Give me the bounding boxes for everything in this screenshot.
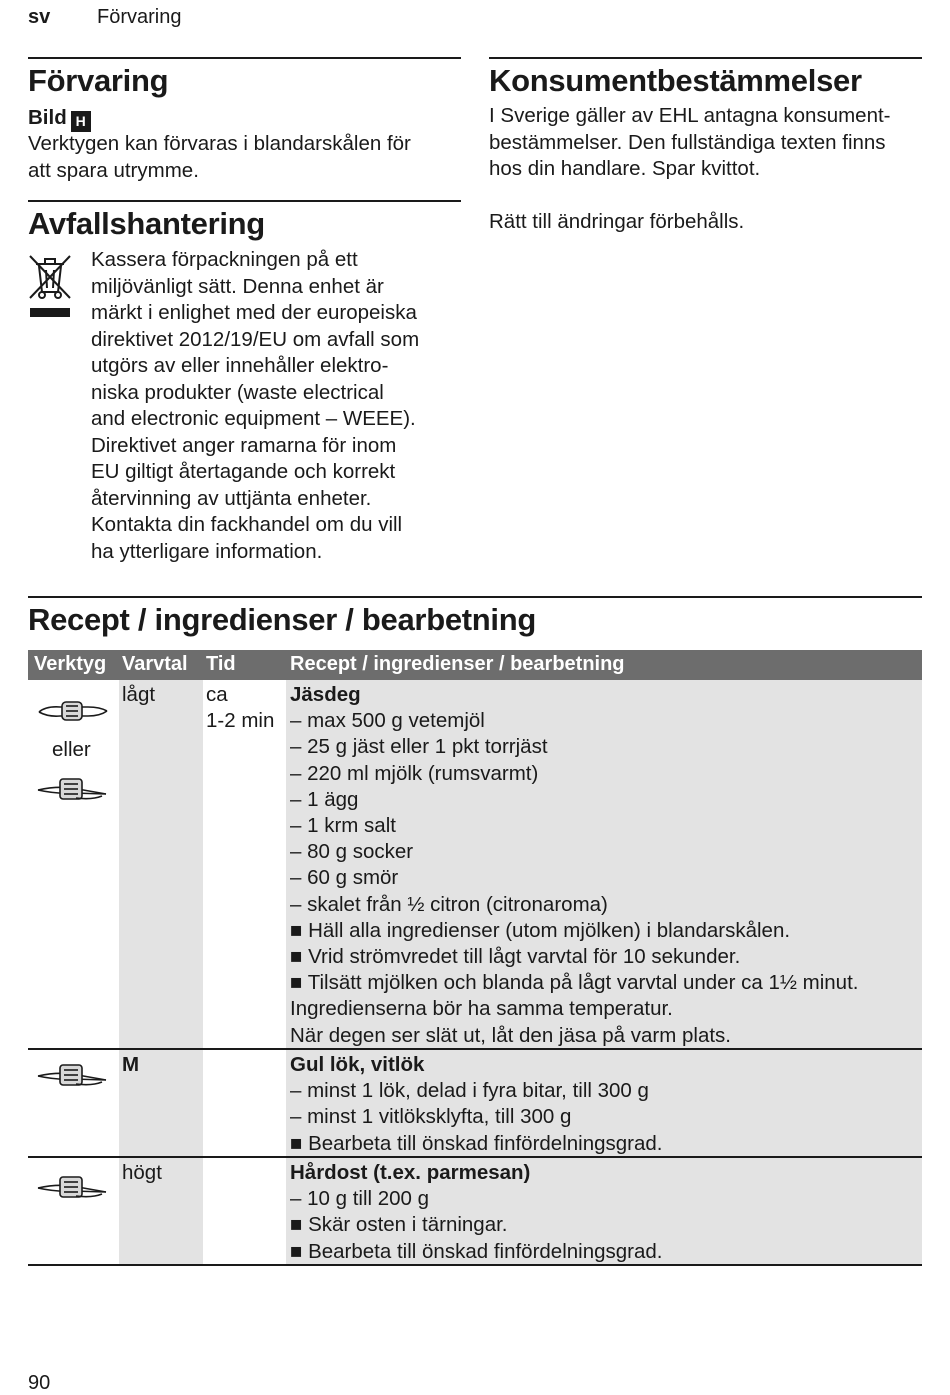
section-rule bbox=[28, 200, 461, 202]
text-line: and electronic equipment – WEEE). bbox=[91, 407, 416, 430]
time-line: ca bbox=[206, 683, 228, 706]
konsument-heading: Konsumentbestämmelser bbox=[489, 63, 862, 98]
recipe-line: – 80 g socker bbox=[290, 840, 414, 864]
text-line: Kontakta din fackhandel om du vill bbox=[91, 513, 403, 536]
dough-hook-tool-icon bbox=[36, 698, 110, 724]
time-value bbox=[206, 682, 274, 734]
recipe-line: – 220 ml mjölk (rumsvarmt) bbox=[290, 761, 539, 785]
avfall-text bbox=[91, 247, 419, 565]
blade-tool-icon bbox=[36, 1062, 110, 1090]
recipe-line: – 25 g jäst eller 1 pkt torrjäst bbox=[290, 735, 548, 759]
speed-cell bbox=[119, 680, 203, 1048]
changes-note: Rätt till ändringar förbehålls. bbox=[489, 210, 745, 233]
recipe-content bbox=[290, 1160, 663, 1265]
recipe-line: ■ Bearbeta till önskad finfördelningsgrad. bbox=[290, 1239, 663, 1263]
speed-cell bbox=[119, 1158, 203, 1264]
language-code: sv bbox=[28, 6, 51, 28]
recipe-title: Hårdost (t.ex. parmesan) bbox=[290, 1161, 531, 1184]
recipe-line: Ingredienserna bör ha samma temperatur. bbox=[290, 997, 673, 1021]
recipe-cell bbox=[286, 680, 922, 1048]
column-header-time: Tid bbox=[206, 653, 236, 675]
section-rule bbox=[28, 596, 922, 598]
column-header-tool: Verktyg bbox=[34, 653, 107, 675]
recipe-line: – max 500 g vetemjöl bbox=[290, 709, 485, 733]
speed-value: M bbox=[122, 1053, 140, 1076]
column-header-speed: Varvtal bbox=[122, 653, 188, 675]
forvaring-text bbox=[28, 131, 411, 184]
text-line: märkt i enlighet med der europeiska bbox=[91, 301, 417, 324]
speed-value: högt bbox=[122, 1161, 162, 1184]
recipe-line: ■ Vrid strömvredet till lågt varvtal för 10 sekunder. bbox=[290, 945, 741, 969]
text-line: utgörs av eller innehåller elektro- bbox=[91, 354, 389, 377]
forvaring-heading: Förvaring bbox=[28, 63, 169, 98]
speed-cell bbox=[119, 1050, 203, 1156]
figure-label: Bild bbox=[28, 106, 67, 129]
avfall-heading: Avfallshantering bbox=[28, 206, 265, 241]
recipe-line: ■ Skär osten i tärningar. bbox=[290, 1213, 508, 1237]
recipe-line: – skalet från ½ citron (citronaroma) bbox=[290, 892, 608, 916]
blade-tool-icon bbox=[36, 776, 110, 804]
recipe-title: Jäsdeg bbox=[290, 683, 361, 706]
weee-crossed-bin-icon bbox=[28, 252, 72, 324]
tool-cell bbox=[28, 1050, 119, 1156]
text-line: Direktivet anger ramarna för inom bbox=[91, 433, 397, 457]
text-line: ha ytterligare information. bbox=[91, 539, 323, 563]
recipe-line: ■ Häll alla ingredienser (utom mjölken) i blandarskålen. bbox=[290, 918, 791, 942]
page-number: 90 bbox=[28, 1372, 51, 1394]
figure-reference bbox=[28, 105, 91, 132]
recipe-line: – minst 1 vitlöksklyfta, till 300 g bbox=[290, 1105, 572, 1129]
text-line: Kassera förpackningen på ett bbox=[91, 248, 358, 271]
text-line: I Sverige gäller av EHL antagna konsument- bbox=[489, 104, 891, 127]
recipe-cell bbox=[286, 1050, 922, 1156]
recipe-line: – 10 g till 200 g bbox=[290, 1187, 430, 1211]
recipe-line: – 60 g smör bbox=[290, 866, 399, 890]
table-row bbox=[28, 1158, 922, 1266]
column-header-recipe: Recept / ingredienser / bearbetning bbox=[290, 653, 625, 675]
table-header bbox=[28, 650, 922, 680]
blade-tool-icon bbox=[36, 1174, 110, 1202]
table-row bbox=[28, 680, 922, 1050]
tool-cell bbox=[28, 680, 119, 1048]
recipe-line: ■ Bearbeta till önskad finfördelningsgrad. bbox=[290, 1131, 663, 1155]
recipe-line: ■ Tilsätt mjölken och blanda på lågt varvtal under ca 1½ minut. bbox=[290, 971, 859, 995]
section-rule bbox=[489, 57, 922, 59]
recipe-line: – 1 ägg bbox=[290, 787, 359, 811]
figure-box-letter: H bbox=[71, 111, 91, 132]
section-rule bbox=[28, 57, 461, 59]
recept-heading: Recept / ingredienser / bearbetning bbox=[28, 602, 537, 637]
running-header-title: Förvaring bbox=[97, 6, 182, 28]
table-row bbox=[28, 1050, 922, 1158]
recipe-content bbox=[290, 1052, 663, 1157]
text-line: EU giltigt återtagande och korrekt bbox=[91, 460, 396, 483]
recipe-cell bbox=[286, 1158, 922, 1264]
text-line: direktivet 2012/19/EU om avfall som bbox=[91, 327, 420, 351]
tool-alternative-label: eller bbox=[52, 738, 91, 761]
recipe-content bbox=[290, 682, 858, 1049]
time-cell bbox=[203, 1158, 286, 1264]
recipe-line: När degen ser slät ut, låt den jäsa på varm plats. bbox=[290, 1023, 731, 1047]
text-line: Verktygen kan förvaras i blandarskålen för bbox=[28, 132, 411, 155]
text-line: hos din handlare. Spar kvittot. bbox=[489, 157, 761, 180]
recipe-title: Gul lök, vitlök bbox=[290, 1053, 425, 1076]
text-line: att spara utrymme. bbox=[28, 158, 199, 182]
recipe-line: – 1 krm salt bbox=[290, 814, 396, 838]
time-cell bbox=[203, 1050, 286, 1156]
tool-cell bbox=[28, 1158, 119, 1264]
speed-value: lågt bbox=[122, 683, 156, 706]
time-cell bbox=[203, 680, 286, 1048]
text-line: miljövänligt sätt. Denna enhet är bbox=[91, 274, 384, 298]
konsument-text bbox=[489, 103, 891, 183]
time-line: 1-2 min bbox=[206, 709, 275, 733]
recipe-table bbox=[28, 650, 922, 1266]
text-line: bestämmelser. Den fullständiga texten finns bbox=[489, 130, 886, 154]
text-line: återvinning av uttjänta enheter. bbox=[91, 486, 372, 510]
recipe-line: – minst 1 lök, delad i fyra bitar, till 300 g bbox=[290, 1079, 649, 1103]
text-line: niska produkter (waste electrical bbox=[91, 380, 384, 404]
